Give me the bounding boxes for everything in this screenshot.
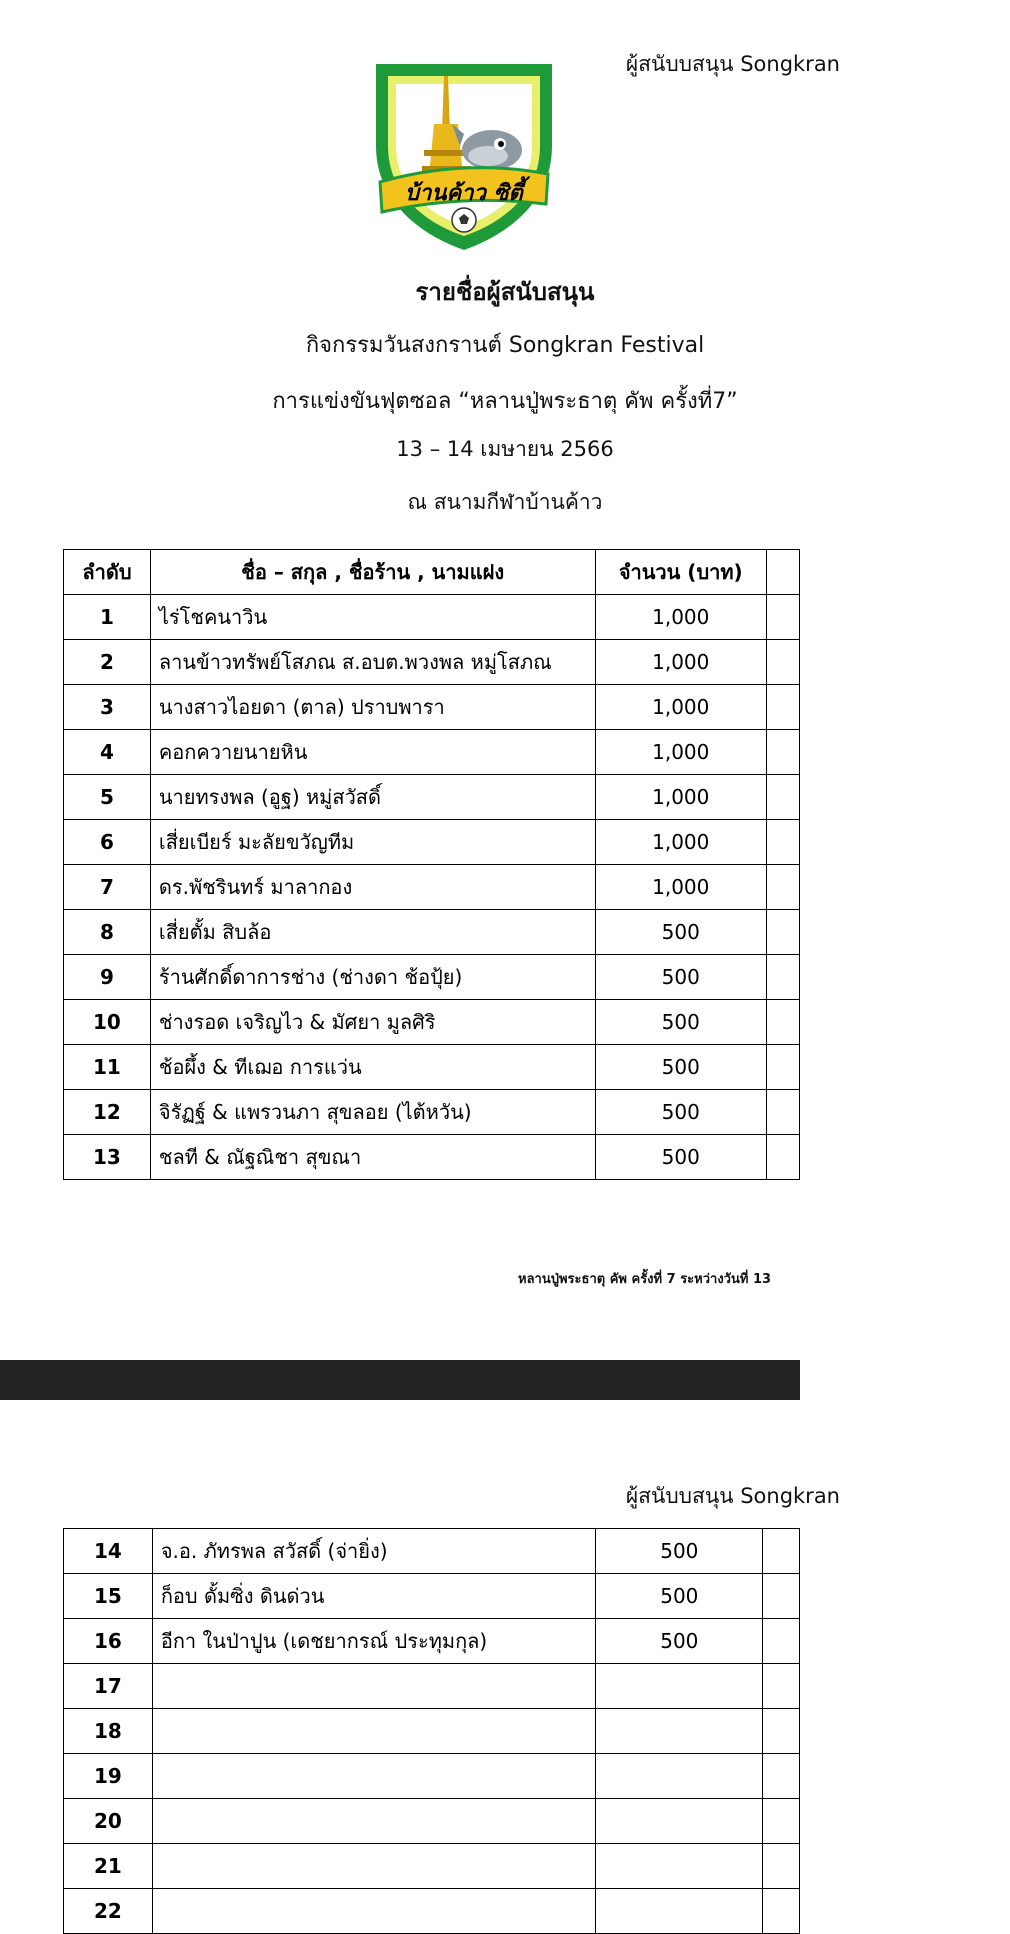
donation-amount <box>596 1889 763 1934</box>
donation-amount: 500 <box>595 1045 767 1090</box>
donor-name: นางสาวไอยดา (ตาล) ปราบพารา <box>150 685 595 730</box>
donor-name: อีกา ในป่าปูน (เดชยากรณ์ ประทุมกุล) <box>152 1619 596 1664</box>
row-number: 16 <box>64 1619 153 1664</box>
col-header-amount: จำนวน (บาท) <box>595 550 767 595</box>
donation-amount: 500 <box>595 1090 767 1135</box>
donation-amount: 500 <box>595 910 767 955</box>
extra-cell <box>763 1709 800 1754</box>
donation-amount: 500 <box>595 1135 767 1180</box>
donor-name: นายทรงพล (อูฐ) หมู่สวัสดิ์ <box>150 775 595 820</box>
row-number: 17 <box>64 1664 153 1709</box>
table-row <box>64 685 800 730</box>
row-number: 9 <box>64 955 151 1000</box>
table-row <box>64 1574 800 1619</box>
event-date: 13 – 14 เมษายน 2566 <box>396 437 614 461</box>
table-row <box>64 595 800 640</box>
table-row <box>64 1045 800 1090</box>
row-number: 19 <box>64 1754 153 1799</box>
donor-name <box>152 1709 596 1754</box>
donation-amount: 1,000 <box>595 730 767 775</box>
table-header-row <box>64 550 800 595</box>
donation-amount <box>596 1664 763 1709</box>
donor-table-body <box>64 1529 800 1934</box>
donation-amount: 1,000 <box>595 595 767 640</box>
donation-amount: 500 <box>596 1574 763 1619</box>
row-number: 14 <box>64 1529 153 1574</box>
donor-name: คอกควายนายหิน <box>150 730 595 775</box>
extra-cell <box>767 820 800 865</box>
donation-amount: 1,000 <box>595 640 767 685</box>
extra-cell <box>763 1574 800 1619</box>
table-row <box>64 1090 800 1135</box>
row-number: 8 <box>64 910 151 955</box>
extra-cell <box>767 595 800 640</box>
event-subtitle: กิจกรรมวันสงกรานต์ Songkran Festival <box>305 333 705 358</box>
donor-name: จ.อ. ภัทรพล สวัสดิ์ (จ่ายิ่ง) <box>152 1529 596 1574</box>
donor-name <box>152 1844 596 1889</box>
donation-amount <box>596 1799 763 1844</box>
row-number: 20 <box>64 1799 153 1844</box>
donation-amount <box>596 1754 763 1799</box>
page-header-right: ผู้สนับบสนุน Songkran <box>625 52 840 76</box>
table-row <box>64 1709 800 1754</box>
donor-name: ช้อผึ้ง & ทีเฌอ การแว่น <box>150 1045 595 1090</box>
table-row <box>64 1000 800 1045</box>
event-venue: ณ สนามกีฬาบ้านค้าว <box>407 490 603 514</box>
row-number: 15 <box>64 1574 153 1619</box>
table-row <box>64 775 800 820</box>
page-title: รายชื่อผู้สนับสนุน <box>415 278 595 306</box>
col-header-order: ลำดับ <box>64 550 151 595</box>
row-number: 21 <box>64 1844 153 1889</box>
row-number: 3 <box>64 685 151 730</box>
extra-cell <box>767 1135 800 1180</box>
donor-name: เสี่ยเบียร์ มะลัยขวัญทีม <box>150 820 595 865</box>
donation-amount: 500 <box>596 1529 763 1574</box>
donor-name <box>152 1799 596 1844</box>
table-row <box>64 640 800 685</box>
donation-amount <box>596 1844 763 1889</box>
donor-name: ช่างรอด เจริญไว & มัศยา มูลศิริ <box>150 1000 595 1045</box>
extra-cell <box>767 1090 800 1135</box>
table-row <box>64 1529 800 1574</box>
donor-name <box>152 1889 596 1934</box>
row-number: 5 <box>64 775 151 820</box>
page-footer: หลานปู่พระธาตุ คัพ ครั้งที่ 7 ระหว่างวันที่ 13 <box>518 1272 772 1287</box>
page-header-right: ผู้สนับบสนุน Songkran <box>625 1484 840 1508</box>
donation-amount: 500 <box>595 955 767 1000</box>
donor-name: ลานข้าวทรัพย์โสภณ ส.อบต.พวงพล หมู่โสภณ <box>150 640 595 685</box>
donor-table-body <box>64 595 800 1180</box>
donation-amount: 500 <box>596 1619 763 1664</box>
extra-cell <box>767 640 800 685</box>
donor-name <box>152 1664 596 1709</box>
donation-amount: 500 <box>595 1000 767 1045</box>
table-row <box>64 910 800 955</box>
extra-cell <box>767 1045 800 1090</box>
table-row <box>64 1135 800 1180</box>
extra-cell <box>767 955 800 1000</box>
row-number: 11 <box>64 1045 151 1090</box>
extra-cell <box>767 1000 800 1045</box>
table-row <box>64 820 800 865</box>
extra-cell <box>767 685 800 730</box>
row-number: 2 <box>64 640 151 685</box>
donor-name: ดร.พัชรินทร์ มาลากอง <box>150 865 595 910</box>
donor-table-continued <box>63 1528 800 1934</box>
table-row <box>64 1799 800 1844</box>
table-row <box>64 730 800 775</box>
donor-name: เสี่ยตั้ม สิบล้อ <box>150 910 595 955</box>
col-header-extra <box>767 550 800 595</box>
donation-amount: 1,000 <box>595 685 767 730</box>
table-row <box>64 1844 800 1889</box>
page-divider <box>0 1360 800 1400</box>
extra-cell <box>763 1754 800 1799</box>
row-number: 18 <box>64 1709 153 1754</box>
extra-cell <box>767 865 800 910</box>
extra-cell <box>767 730 800 775</box>
row-number: 10 <box>64 1000 151 1045</box>
row-number: 7 <box>64 865 151 910</box>
donor-name: ก็อบ ดั้มซิ่ง ดินด่วน <box>152 1574 596 1619</box>
donation-amount <box>596 1709 763 1754</box>
tournament-title: การแข่งขันฟุตซอล “หลานปู่พระธาตุ คัพ ครั้งที่7” <box>272 389 738 414</box>
logo-text: บ้านค้าว ซิตี้ <box>405 181 523 206</box>
donor-name: จิรัฏฐ์ & แพรวนภา สุขลอย (ไต้หวัน) <box>150 1090 595 1135</box>
table-row <box>64 1754 800 1799</box>
extra-cell <box>763 1799 800 1844</box>
row-number: 22 <box>64 1889 153 1934</box>
table-row <box>64 1889 800 1934</box>
donor-name: ชลที & ณัฐณิชา สุขณา <box>150 1135 595 1180</box>
extra-cell <box>763 1889 800 1934</box>
table-row <box>64 1664 800 1709</box>
club-logo <box>364 54 564 254</box>
extra-cell <box>763 1844 800 1889</box>
extra-cell <box>763 1529 800 1574</box>
donor-name: ร้านศักดิ์ดาการช่าง (ช่างดา ช้อปุ้ย) <box>150 955 595 1000</box>
extra-cell <box>767 910 800 955</box>
extra-cell <box>763 1664 800 1709</box>
document-page-2 <box>0 1400 840 1929</box>
extra-cell <box>763 1619 800 1664</box>
donation-amount: 1,000 <box>595 775 767 820</box>
row-number: 1 <box>64 595 151 640</box>
donation-amount: 1,000 <box>595 865 767 910</box>
row-number: 12 <box>64 1090 151 1135</box>
donor-table <box>63 549 800 1180</box>
table-row <box>64 865 800 910</box>
donor-name <box>152 1754 596 1799</box>
row-number: 6 <box>64 820 151 865</box>
row-number: 13 <box>64 1135 151 1180</box>
table-row <box>64 955 800 1000</box>
extra-cell <box>767 775 800 820</box>
donor-name: ไร่โชคนาวิน <box>150 595 595 640</box>
row-number: 4 <box>64 730 151 775</box>
donation-amount: 1,000 <box>595 820 767 865</box>
table-row <box>64 1619 800 1664</box>
col-header-name: ชื่อ – สกุล , ชื่อร้าน , นามแฝง <box>150 550 595 595</box>
